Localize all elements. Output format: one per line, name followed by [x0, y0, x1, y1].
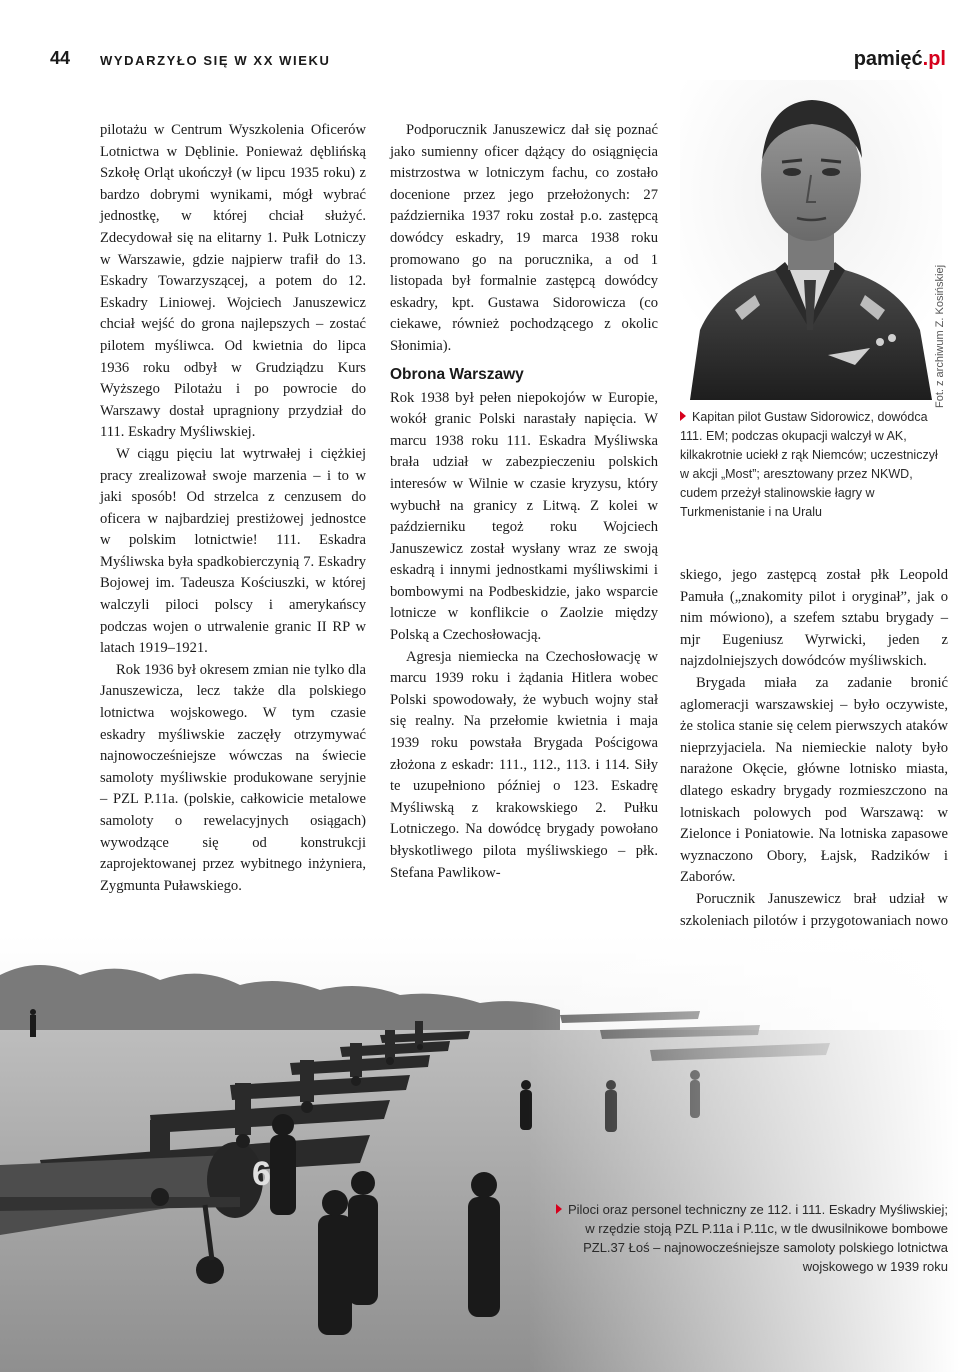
portrait-image	[680, 80, 942, 400]
page-number: 44	[50, 48, 71, 68]
caption-arrow-icon-2	[556, 1204, 562, 1214]
col1-paragraph-2: W ciągu pięciu lat wytrwałej i ciężkiej pracy zrealizował swoje marzenia – i to w jaki sposób! Od strzelca z cenzusem do oficera w najbardziej prestiżowej jednostce w polskim lotnictwie! 111. Eskadra Myśliwska była spadkobierczynią 7. Eskadry Bojowej im. Tadeusza Kościuszki, w której walczyli piloci polscy i amerykańscy podczas wojen o utrwalenie granic II RP w latach 1919–1921.	[100, 445, 366, 657]
col3-paragraph-2: Brygada miała za zadanie bronić aglomeracji warszawskiej – było oczywiste, że stolica stanie się celem pierwszych ataków nieprzyjaciela. Na niemieckie naloty było narażone Okęcie, główne lotnisko miasta, dlatego eskadry brygady rozmieszczono na lotniskach polowych pod Warszawą: w Zielonce i Poniatowie. Na lotniska zapasowe wyznaczono Obory, Łajsk, Radzików i Zaborów.	[680, 674, 948, 886]
photo-credit-text: Fot. z archiwum Z. Kosińskiej	[934, 264, 946, 408]
brand-name: pamięć	[853, 48, 923, 70]
airfield-photo	[0, 935, 960, 1372]
photo-credit	[934, 240, 948, 410]
col3-paragraph-1: skiego, jego zastępcą został płk Leopold Pamuła („znakomity pilot i oryginał”, jak o nim mówiono), a szefem sztabu brygady – mjr Eugeniusz Wyrwicki, jeden z najzdolniejszych dowódców myśliwskich.	[680, 567, 948, 670]
column-2	[390, 120, 658, 884]
portrait-photo	[680, 80, 942, 400]
col2-paragraph-2: Rok 1938 był pełen niepokojów w Europie, wokół granic Polski narastały napięcia. W marcu 1938 roku 111. Eskadra Myśliwska brała udział w zabezpieczeniu polskich interesów w Wilnie w czasie kryzysu, który wybuchł na granicy z Litwą. Z kolei w październiku tegoż roku Wojciech Januszewicz został wysłany wraz ze swoją eskadrą i innymi jednostkami myśliwskimi i bombowymi na Podbeskidzie, jako wsparcie lotnicze w konflikcie o Zaolzie między Polską a Czechosłowacją.	[390, 389, 658, 644]
airfield-caption	[548, 1200, 948, 1276]
col1-paragraph-3: Rok 1936 był okresem zmian nie tylko dla Januszewicza, lecz także dla polskiego lotnictwa wojskowego. W tym czasie eskadry myśliwskie zaczęły otrzymywać najnowocześniejsze wówczas na świecie samoloty myśliwskie produkowane seryjnie – PZL P.11a. (polskie, całkowicie metalowe samoloty o rewelacyjnych osiągach) wywodzące się od konstrukcji zaprojektowanej przez wybitnego inżyniera, Zygmunta Puławskiego.	[100, 661, 366, 894]
airfield-image	[0, 935, 960, 1372]
col2-paragraph-1: Podporucznik Januszewicz dał się poznać jako sumienny oficer dążący do osiągnięcia mistrzostwa w lotniczym fachu, co zostało docenione przez jego przełożonych: 27 października 1937 roku został p.o. zastępcą dowódcy eskadry, 19 marca 1938 roku promowano go na porucznika, a od 1 listopada był formalnie zastępcą dowódcy eskadry, kpt. Gustawa Sidorowicza (co ciekawe, również pochodzącego z okolic Słonimia).	[390, 122, 658, 354]
col1-paragraph-1: pilotażu w Centrum Wyszkolenia Oficerów Lotnictwa w Dęblinie. Ponieważ dęblińską Szkołę Orląt ukończył (w lipcu 1935 roku) z bardzo dobrymi wynikami, mógł wybrać jednostkę, w której chciał służyć. Zdecydował się na elitarny 1. Pułk Lotniczy w Warszawie, gdzie najpierw trafił do 13. Eskadry Towarzyszącej, a potem do 12. Eskadry Liniowej. Wojciech Januszewicz chciał wejść do grona najlepszych – zostać pilotem myśliwca. Od kwietnia do lipca 1936 roku odbył w Grudziądzu Kurs Wyższego Pilotażu i po powrocie do Warszawy dostał upragniony przydział do 111. Eskadry Myśliwskiej.	[100, 122, 366, 441]
airfield-caption-text: Piloci oraz personel techniczny ze 112. i 111. Eskadry Myśliwskiej; w rzędzie stoją PZL P.11a i P.11c, w tle dwusilnikowe bombowe PZL.37 Łoś – najnowocześniejsze samoloty polskiego lotnictwa wojskowego w 1939 roku	[567, 1202, 948, 1274]
col2-paragraph-3: Agresja niemiecka na Czechosłowację w marcu 1939 roku i żądania Hitlera wobec Polski spowodowały, że wybuch wojny stał się realny. Na przełomie kwietnia i maja 1939 roku powstała Brygada Pościgowa złożona z eskadr: 111., 112., 113. i 114. Siły te uzupełniono później o 123. Eskadrę Myśliwską z krakowskiego 2. Pułku Lotniczego. Na dowódcę brygady powołano błyskotliwego pilota myśliwskiego – płk. Stefana Pawlikow-	[390, 648, 658, 881]
section-title: WYDARZYŁO SIĘ W XX WIEKU	[100, 53, 331, 68]
column-1	[100, 120, 366, 897]
col3-paragraph-3: Porucznik Januszewicz brał udział w szkoleniach pilotów i przygotowaniach nowo	[680, 890, 948, 929]
subheading-obrona-warszawy: Obrona Warszawy	[390, 365, 524, 383]
portrait-caption-text: Kapitan pilot Gustaw Sidorowicz, dowódca 111. EM; podczas okupacji walczył w AK, kilkakrotnie uciekł z rąk Niemców; uczestniczył w akcji „Most”; aresztowany przez NKWD, cudem przeżył stalinowskie łagry w Turkmenistanie i na Uralu	[680, 410, 938, 519]
brand-logo	[854, 48, 946, 71]
portrait-caption	[680, 408, 942, 522]
brand-tld: pl	[928, 48, 946, 70]
brand-dot: .	[922, 48, 929, 70]
caption-arrow-icon	[680, 411, 686, 421]
